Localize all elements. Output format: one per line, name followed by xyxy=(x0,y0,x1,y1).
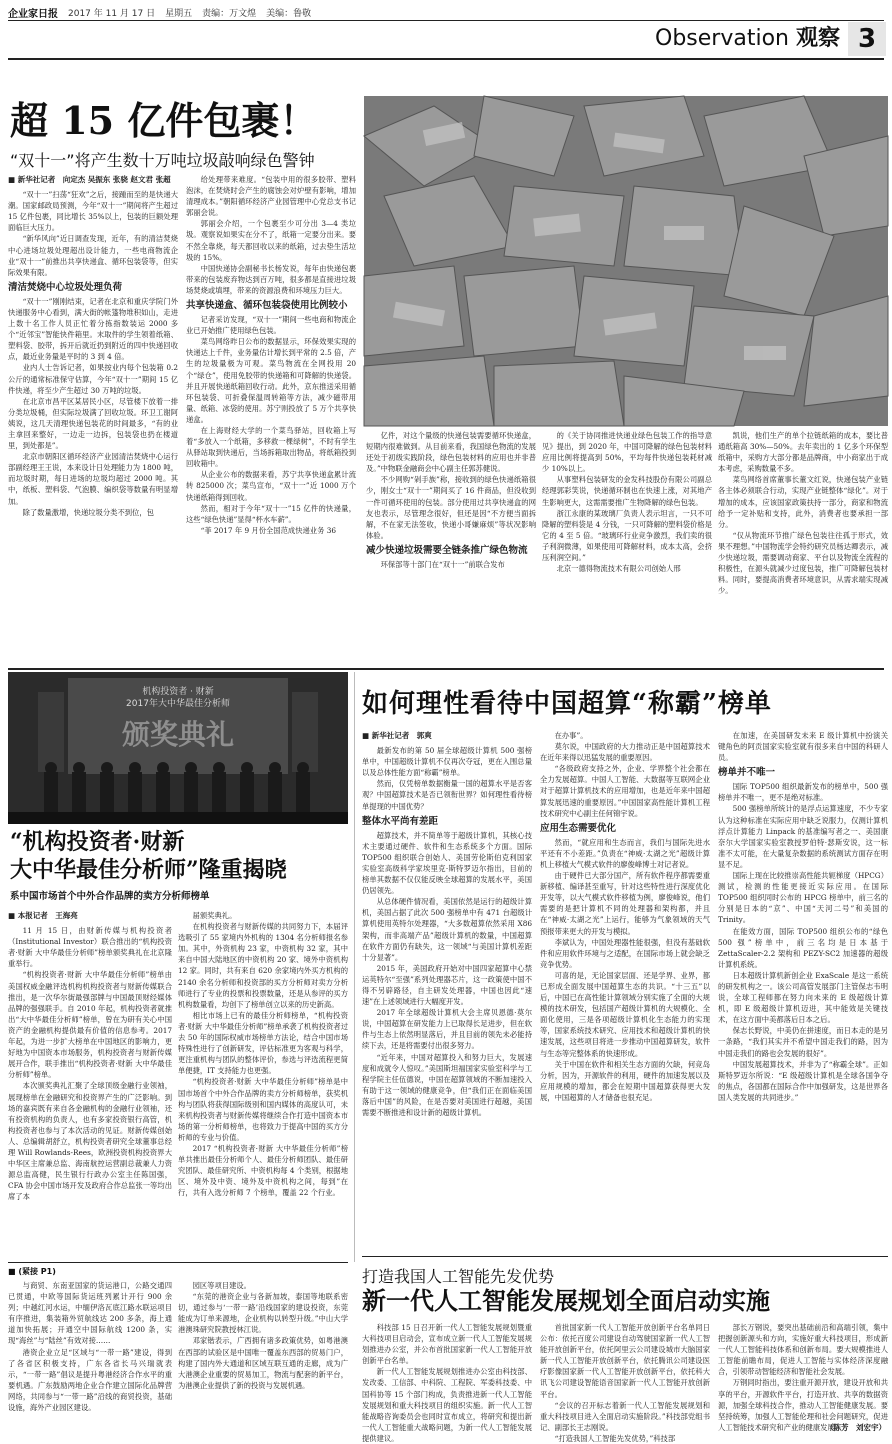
paragraph: 国际 TOP500 组织最新发布的榜单中，500 强榜单并不唯一，更不是绝对标准。 xyxy=(718,782,888,803)
paragraph: 万钢同时指出，要注重开源开放，建设开放和共享的平台，开源软件平台，打造开放、共享的数据资源，加强全球科技合作，推动人工智能健康发展。要坚持统筹，加强人工智能伦理和社会问题研究，促进人工智能技术研究和产业的健康发展。 xyxy=(718,1378,888,1432)
article2-subtitle: 系中国市场首个中外合作品牌的卖方分析师榜单 xyxy=(10,891,210,902)
article3-subhead-2: 应用生态需要优化 xyxy=(540,822,617,834)
article2-column-1 xyxy=(8,910,172,1254)
paragraph: 本次颁奖典礼汇聚了全球顶级金融行业领袖，展现榜单在金融研究和投资界产生的广泛影响。到场的嘉宾既有来自各金融机构的金融行业领袖，还有投资机构的负责人，也有多家投资银行高管，机构投资者也参与了本次活动的见证。财新传媒创始人、总编辑胡舒立，机构投资者研究全球董事总经理 Will Rowlands-Rees，欧洲投资机构投资界大中华区主席兼总监、海南航控运营副总裁兼人力资源总监高健，民生银行行政办公室主任陈国强，CFA 协会中国市场开发及政府合作总监张一等均出席了本 xyxy=(8,1081,172,1202)
designer-credit: 美编：鲁敬 xyxy=(266,8,312,19)
article1-column-5 xyxy=(718,430,888,666)
paragraph: 菜鸟网络首席董事长董文红说，快递包装产业链各主体必须联合行动，实现产业链整体“绿化”。对于增加的成本，应该国家政策扶持一部分，商家和物流给予一定补贴和支持，此外，消费者也要承担一部分。 xyxy=(718,475,888,529)
paragraph: 北京一德得物流技术有限公司创始人邢 xyxy=(556,564,681,574)
paragraph: 记者采访发现，“双十一”期间一些电商和物流企业已开始推广使用绿色包装。 xyxy=(186,315,356,336)
paragraph: 从企业公布的数据来看，苏宁共享快递盒累计流转 825000 次；菜鸟宣布，“双十一”近 1000 万个快递纸箱得到回收。 xyxy=(186,470,356,502)
column-divider xyxy=(354,672,355,1262)
paragraph: 环保部等十部门在“双十一”前联合发布 xyxy=(380,559,505,569)
paragraph: “各级政府支持之外，企业、学界整个社会都在全力发展超算。中国人工智能、大数据等互联网企业对于超算计算机技术的应用增加，也是近年来中国超算发展迅速的重要原因。”中国国家高性能计算机工程技术研究中心副主任何锦宇说。 xyxy=(540,764,710,818)
paragraph: 然而，仅凭榜单数据衡量一国的超算水平是否客观？中国超算技术是否已领衔世界？如何理性看待榜单提现的中国优势？ xyxy=(362,779,532,811)
paragraph: “机构投资者·财新 大中华最佳分析师”榜单由美国权威金融评选机构机构投资者与财新传媒联合推出，是一次华尔街最强部牌与中国最顶财经媒体品牌的强强联手。自 2010 年起，机构投资者就推出“大中华最佳分析师”榜单，曾在为研有关心中国资产的金融机构提供最有价值的信息参考。2017 年起，为进一步扩大榜单在中国地区的影响力，更好地为中国资本市场服务，机构投资者与财新传媒展开合作，联手推出“机构投资者·财新 大中华最佳分析师”榜单。 xyxy=(8,970,172,1080)
article1-subhead-1: 清洁焚烧中心垃圾处理负荷 xyxy=(8,281,123,293)
paragraph: 李斌认为，中国处理器性能很强，但没有基础软件和应用软件环境与之适配，在国际市场上就会缺乏竞争优势。 xyxy=(540,937,710,969)
article2-title-line-1: “机构投资者·财新 xyxy=(10,829,185,855)
article3-subhead-3: 榜单并不唯一 xyxy=(718,767,776,779)
section-rule xyxy=(8,58,884,60)
paragraph: 中国快递协会副秘书长杨发说，每年由快递包裹带来的包装废弃物达到百万吨，很多都是直接进垃圾场焚烧或填埋，带来的资源浪费和环境压力巨大。 xyxy=(186,263,356,295)
paragraph: 北京市朝阳区循环经济产业园清洁焚烧中心运行部副经理王王说，本来设计日处理能力为 1800 吨，而垃圾时期，每日进场的垃圾均超过 2000 吨。其中，纸板、塑料袋、气泡膜、编织袋等数量有明显增加。 xyxy=(8,452,178,506)
paragraph: 郭丽会介绍，一个包裹至少可分出 3—4 类垃圾。观察说如果实在分不了，纸箱一定要分出来。要不然全靠烧，每天都回收以来的纸箱，过去垫生活垃圾的 15%。 xyxy=(186,219,356,262)
continued-column-1 xyxy=(8,1280,172,1432)
paper-name: 企业家日报 xyxy=(8,8,58,20)
paragraph: “仅从物流环节推广绿色包装往往孤于形式，效果不理想。”中国物流学会特约研究员杨达卿表示，减少快递垃圾，需要调动商家、平台以及物流全流程的积极性，在源头就减少过度包装，推广可降解包装材料。同时，要提高消费者环境意识，从需求端实现减少。 xyxy=(718,530,888,596)
paragraph: 给处理带来难度。“包装中用的很多胶带、塑料泡沫，在焚烧时会产生的腐蚀会对炉壁有影响，增加清理成本。”朝阳循环经济产业园管理中心党总支书记郭丽会说。 xyxy=(186,175,356,218)
paragraph: 关于中国在软件和相关生态方面的欠缺，何竞岛分析，因为，开源软件的利用，硬件的加速发展以及应用规模的增加，都会在短期中国超算获得更大发展，中国超算的人才储备也很充足。 xyxy=(540,1059,710,1102)
paragraph: 中国发展超算技术，并非为了“称霸全球”。正如斯特罗迈尔所说：“E 级超级计算机是全球各国争夺的焦点，各国都在国际合作中加强研发，这是世界各国人类发展的共同进步。” xyxy=(718,1059,888,1102)
paragraph: 保志长野说，中美仍在拼速度，而日本走的是另一条路，“我们其实并不希望中国走我们的路，因为中国走我们的路也会发展的很好”。 xyxy=(718,1026,888,1058)
paragraph: “近年来，中国对超算投入和努力巨大，发展速度和成就令人惊叹。”美国斯坦福国家实验室科学与工程学院主任伍德说，中国在超算领域的不断加速投入有助于这一领域的健康竞争，但“我们正在面临美国落后中国”的风险，在是否要对美国进行超越，美国需要不断推进和设计新的超级计算机。 xyxy=(362,1052,532,1117)
masthead xyxy=(8,4,884,20)
photo-text-top: 机构投资者 · 财新 xyxy=(142,687,214,697)
paragraph: 然而，“就应用和生态而言，我们与国际先进水平还有不小差距。”负责在“神威·太湖之光”超级计算机上移植大气模式软件的廖俊峰博士对记者说。 xyxy=(540,837,710,869)
paragraph: 科技部 15 日召开新一代人工智能发展规划暨重大科技项目启动会，宣布成立新一代人工智能发展规划推进办公室，并公布首批国家新一代人工智能开放创新平台名单。 xyxy=(362,1323,532,1366)
article2-column-2 xyxy=(178,910,348,1254)
section-title-cn: 观察 xyxy=(795,26,840,51)
article1-subhead-3: 减少快递垃圾需要全链条推广绿色物流 xyxy=(366,544,528,556)
paragraph: 邓家锴表示，广西拥有诸多政策优势，如粤港澳在西部的试验区是中国唯一覆盖东西部的贸易门户，构建了国内外大通道和区域互联互通的走廊，成为广大港澳企业重要的贸易加工，物流与配套的新平台，为港澳企业提供了新的投资与发展机遇。 xyxy=(178,1336,348,1390)
award-ceremony-photo xyxy=(8,672,348,824)
paragraph: 不少网购“剁手族”称，接收到的绿色快递纸箱很少，刚女士“双十一”期间买了 16 件商品，但没收到一件可循环使用的包装。部分使用过共享快递盒的网友也表示，尽管理念很好，但还是因“不方便当面拆解，不在家无法签收，快递小哥嫌麻烦”等状况影响体验。 xyxy=(366,475,536,540)
paragraph: 可喜的是，无论国家层面、还是学界、业界，都已形成全面发展中国超算生态的共识。“十三五”以后，中国已在高性能计算领域分别实施了全面的大规模的技术研发，包括国产超级计算机的大规模化、全面化使用，三是各项超级计算机化生态能力的实现等，国家系统技术研究、应用技术和超级计算机的快速发展，这些项目将进一步推动中国超算研发，软件与生态等完整体系的快速形成。 xyxy=(540,970,710,1058)
paragraph: 在上海财经大学的一个菜鸟驿站，回收箱上写着“多放入一个纸箱，多移救一棵绿树”，不时有学生从驿站取到快递后，当场拆箱取出物品，将纸箱投到回收箱中。 xyxy=(186,425,356,469)
paragraph: 莫尔说，中国政府的大力推动正是中国超算技术在近年来得以迅猛发展的重要原因。 xyxy=(540,742,710,763)
paragraph: 新一代人工智能发展规划推进办公室由科技部、发改委、工信部、中科院、工程院、军委科技委、中国科协等 15 个部门构成，负责推进新一代人工智能发展规划和重大科技项目的组织实施。新一代人工智能战略咨询委员会也同时宣布成立，将研究和提出新一代人工智能重大战略问题，为新一代人工智能发展提供建议。 xyxy=(362,1367,532,1443)
article1-subtitle: “双十一”将产生数十万吨垃圾敲响绿色警钟 xyxy=(10,151,315,170)
paragraph: “打造我国人工智能先发优势，”科技部 xyxy=(554,1433,676,1443)
paragraph: 在北京市昌平区某居民小区，尽管楼下放着一排分类垃圾桶，但实际垃圾满了回收垃圾。环卫工谢阿姨说，这几天清理快递包装花的时间最多，“有的业主拿回来整好，一边走一边拆，包装袋也扔在楼道里，到处都是”。 xyxy=(8,396,178,451)
article3-column-3 xyxy=(718,730,888,1250)
paragraph: “菲 2017 年 9 月份全国范成快递业务 36 xyxy=(200,525,336,535)
paragraph: 港资企业立足“区域与“一带一路”建设，得到了各省区积极支持，广东各省长马兴瑞就表示，“一带一路”倡议是提升粤港经济合作水平的重要机遇。广东鼓励两地企业合作建立国际化品牌营网络，共同参与“一带一路”沿线的商贸投资，基础设施，海外产业园区建设。 xyxy=(8,1347,172,1413)
article1-title: 超 15 亿件包裹！ xyxy=(10,98,318,143)
paragraph: 的《关于协同推进快递业绿色包装工作的指导意见》提出，到 2020 年，中国可降解的绿色包装材料应用比例将提高到 50%，平均每件快递包装耗材减少 10%以上。 xyxy=(542,431,712,474)
paragraph: 除了数量激增，快递垃圾分类不到位，包 xyxy=(22,507,154,517)
section-title-en: Observation xyxy=(655,26,789,51)
paragraph: 菜鸟网络昨日公布的数据显示，环保效果实现的快递达上千件，业务量估计增长到平常的 2.5 倍，产生的垃圾量极为可观。菜鸟物流在全网投用 20 个“绿仓”，使用免胶带的快递箱和可降解的快递袋。并且开展快递纸箱回收行动。此外，京东推送采用循环包装袋、可折叠保温周转箱等方法，减少磁带用量、纸箱、冰袋的使用。苏宁则投放了 5 万个共享快递盒。 xyxy=(186,337,356,424)
article1-column-2 xyxy=(186,174,356,668)
article1-column-1 xyxy=(8,174,178,668)
article1-column-3 xyxy=(366,430,536,666)
paragraph: 从总体硬件情况看，美国依然是运行的超级计算机，美国占据了此次 500 强榜单中有 471 台超级计算机使用英特尔处理器，“大多数超算依然采用 X86 架构，而非高端产品”超级计算机的数量，中国超算在软件方面仍有缺失，这一领域“与美国计算机差距十分显著”。 xyxy=(362,897,532,962)
continued-column-2 xyxy=(178,1280,348,1432)
article4-title: 新一代人工智能发展规划全面启动实施 xyxy=(362,1286,770,1315)
paragraph: 业内人士告诉记者，如果按业内每个包装箱 0.2 公斤的通常标准保守估算，今年“双十一”期间 15 亿件快递，将至少产生超过 30 万吨的垃圾。 xyxy=(8,363,178,395)
paragraph: 部长万钢说，要突出基础前沿和高端引领，集中把握创新源头和方向，实施好重大科技项目，形成新一代人工智能科技体系和创新布局。要大规模推进人工智能前瞻布局，促进人工智能与实体经济深度融合，引领带动智能经济和智能社会发展。 xyxy=(718,1323,888,1377)
paragraph: 在办事”。 xyxy=(554,731,588,740)
paragraph: 在能效方面，国际 TOP500 组织公布的“绿色 500 强”榜单中，前三名均是日本基于 ZettaScaler-2.2 架构和 PEZY-SC2 加速器的超级计算机系统。 xyxy=(718,926,888,969)
article4-rule xyxy=(362,1256,888,1257)
paragraph: 在机构投资者与财新传媒的共同努力下，本届评选吸引了 55 家境内外机构的 1304 名分析师报名参加。其中，外资机构 23 家，中资机构 32 家，其中来自中国大陆地区的中资机构 20 家、境外中资机构 12 家。同时，共有来自 620 余家境内外买方机构的 2140 余名分析师和投资部的买方分析师对卖方分析师进行了专业的投票和投票数量，还是从参评的买方机构数量看，均创下了榜单创立以来的历史新高。 xyxy=(178,922,348,1009)
editor-credit: 责编：万文煌 xyxy=(202,8,257,19)
article2-title-line-2: 大中华最佳分析师”隆重揭晓 xyxy=(10,857,287,883)
paragraph: “双十一”扫荡“狂欢”之后，接踵而至的是快递大潮。国家邮政局预测，今年“双十一”期间将产生超过 15 亿件包裹，同比增长 35%以上，包装的巨额处理面临巨大压力。 xyxy=(8,190,178,233)
paragraph: 国际上现在比较推崇高性能共轭梯度（HPCG）测试，检测的性能更接近实际应用。在国际 TOP500 组织同时公布的 HPCG 榜单中，前三名的分别是日本的“京”、中国“天河二号”和美国的 Trinity。 xyxy=(718,871,888,925)
paragraph: 与商贸、东南亚国家的货运港口，公路交通四已贯通，中欧等国际货运班列累计开行 900 余列；中越红河水运，中缅伊洛瓦底江路水联运项目有序推进，集装箱外贸航线达 200 多条，海上通道加快拓展；开通空中国际航线 1200 条，实现“海丝”与“陆丝”有效对接…… xyxy=(8,1281,172,1346)
paragraph: “机构投资者·财新 大中华最佳分析师”榜单是中国市场首个中外合作品牌的卖方分析师榜单，获奖机构与团队将获得国际级别和国内媒体的高度认可，未来机构投资者与财新传媒将继续合作打造中国资本市场的第一分析师榜单，也将致力于提高中国的买方分析师的专业与价值。 xyxy=(178,1077,348,1142)
section-divider xyxy=(8,668,884,670)
article4-credit: （陈芳 刘宏宇） xyxy=(826,1423,886,1432)
page-number: 3 xyxy=(848,22,886,56)
paragraph: 浙江永康的某玻璃厂负责人表示坦言，一只不可降解的塑料袋是 4 分钱，一只可降解的塑料袋价格是它的 4 至 5 倍。“玻璃环行业竞争激烈，我们卖的很子利润微薄，如果使用可降解材料，成本太高，会挤压利润空间。” xyxy=(542,508,712,563)
article1-subhead-2: 共享快递盒、循环包装袋使用比例较小 xyxy=(186,300,348,312)
photo-text-mid: 2017年大中华最佳分析师 xyxy=(126,699,230,709)
paragraph: “双十一”刚刚结束，记者在北京和重庆学院门外快递服务中心看到，满大街的帐篷物堆积如山，走进上数十名工作人员正忙着分拣指数装运 2000 多个“近邻宝”智能快件箱里。末取件的学生领着纸箱、塑料袋、胶带，拆开后就近扔到附近的四中快递回收点，最近业务量是平时的 3 到 4 倍。 xyxy=(8,296,178,362)
article4-column-1 xyxy=(362,1322,532,1443)
article4-column-2 xyxy=(540,1322,710,1443)
parcel-pile-photo xyxy=(364,96,888,426)
award-ceremony-image xyxy=(8,672,348,824)
paragraph: 首批国家新一代人工智能开放创新平台名单同日公布：依托百度公司建设自动驾驶国家新一代人工智能开放创新平台，依托阿里云公司建设城市大脑国家新一代人工智能开放创新平台，依托腾讯公司建设医疗影像国家新一代人工智能开放创新平台，依托科大讯飞公司建设智能语音国家新一代人工智能开放创新平台。 xyxy=(540,1323,710,1399)
article3-column-2 xyxy=(540,730,710,1250)
paragraph: 2015 年，美国政府开始对中国四家超算中心禁运英特尔“至强”系列处理器芯片，这一政策使中国不得不另辟路径，自主研发处理器，中国也因此“速速”在上述领域进行大幅度开发。 xyxy=(362,963,532,1007)
paragraph: 从事塑料包装研发的金发科技股份有限公司副总经理郭彩笑说，快递循环制也在快速上涨，对其地产生影响更大，这需需要推广生物降解的绿色包装。 xyxy=(542,475,712,507)
article3-byline: ■ 新华社记者 郭爽 xyxy=(362,731,432,740)
paragraph: 然而，相对于今年“双十一”15 亿件的快递量，这些“绿色快递”显得“杯水车薪”。 xyxy=(186,503,356,524)
paragraph: 2017 年全球超级计算机大会主席贝恩德·莫尔说，中国超算在研发能力上已取得长足进步，但在软件与生态上依然明显落后，并且目前的领先未必能持续下去，还是将需要付出很多努力。 xyxy=(362,1008,532,1051)
paragraph: 亿件，对这个量级的快递包装需要循环快递盒，短期内很难做到。从目前来看，我国绿色物流的发展还处于初级实践阶段，绿色包装材料的应用也并非普及。”中物联金融商会中心副主任郭苏健说。 xyxy=(366,431,536,474)
article2-byline: ■ 本报记者 王海亮 xyxy=(8,911,78,920)
paragraph: 由于硬件已大部分国产，所有软件程序都需要重新移植、编译甚至重写，针对这些特性进行深度优化开发等，以大气模式软件移植为例，廖俊峰说，他们需要的是把计算机不同的处理器和架构都，并且在“神威·太湖之光”上运行，能够为气象领域的天气预报带来更大的开发与模拟。 xyxy=(540,871,710,936)
paragraph: 超算技术，并不简单等于超级计算机，其核心技术主要通过硬件、软件和生态系统多个方面。国际 TOP500 组织联合创始人、美国劳伦斯伯克利国家实验室高级科学家埃里克·斯特罗迈尔指出，目前的榜单其数据不仅仅能反映全球超算的发展水平，美国仍居领先。 xyxy=(362,830,532,896)
paragraph: 园区等项目建设。 xyxy=(192,1281,251,1290)
paragraph: “东莞的港资企业与各新加坡，泰国等地联系密切，通过参与‘一带一路’沿线国家的建设投资，东莞能成为订单来源地，企业机构以转型升级。”中山大学港澳珠研究院教授林江说。 xyxy=(178,1292,348,1335)
article1-byline: ■ 新华社记者 向定杰 吴振东 张骁 赵文君 张超 xyxy=(8,175,171,184)
continued-rule xyxy=(8,1262,348,1263)
article4-kicker: 打造我国人工智能先发优势 xyxy=(362,1267,555,1286)
weekday: 星期五 xyxy=(165,8,193,19)
continued-label: ■ (紧接 P1) xyxy=(8,1267,56,1276)
issue-date: 2017 年 11 月 17 日 xyxy=(68,8,156,19)
paragraph: 凯说，他们生产的单个拉链纸箱的成本，要比普通纸箱高 30%—50%。去年卖出的 1 亿多个环保型纸箱中，采购方大部分都是品牌商，中小商家出于成本考虑，采购数量不多。 xyxy=(718,431,888,474)
section-title xyxy=(590,24,840,54)
article2-title xyxy=(10,828,350,884)
paragraph: 日本超级计算机新创企业 ExaScale 是这一系统的研发机构之一。该公司高管发展部门主管保志韦明说，全球工程师都在努力向未来的 E 级超级计算机，即 E 级超级计算机迈进，其中能效是关键技术，在这方面中美都落后日本之后。 xyxy=(718,970,888,1025)
paragraph: 2017 “机构投资者·财新 大中华最佳分析师”榜单共推出最佳分析师个人、最佳分析师团队、最佳研究团队、最佳研究所、中资机构每 4 个类别，根据地区、境外及中资、境外及中资机构之间，每到”在行，共有入选分析师 7 个榜单，覆盖 22 个行业。 xyxy=(178,1143,348,1198)
paragraph: 在加速，在美国研发未来 E 级计算机中扮演关键角色的阿贡国家实验室就有很多来自中国的科研人员。 xyxy=(718,731,888,763)
paragraph: 500 强榜单所统计的是浮点运算速度，不少专家认为这种标准在实际应用中缺乏说服力，仅测计算机浮点计算能力 Linpack 的基准编写者之一、美国康奈尔大学国家实验室教授罗伯特·瑟斯安说，这一标准不太可能，在大量复杂数据的系统测试方面存在明显不足。 xyxy=(718,804,888,869)
paragraph: “会议的召开标志着新一代人工智能发展规划和重大科技项目进入全面启动实施阶段。”科技部党组书记、副部长王志刚说。 xyxy=(540,1400,710,1432)
paragraph: 相比市场上已有的最佳分析师榜单，“机构投资者·财新 大中华最佳分析师”榜单承袭了机构投资者过去 50 年的国际权威市场榜单方法论，结合中国市场特殊性进行了创新研发，评估标准更为客观与科学，更注重机构与团队的整体评价，参选与评选流程更简单便捷，IT 支持能力也更强。 xyxy=(178,1010,348,1076)
paragraph: 届颁奖典礼。 xyxy=(192,911,237,920)
paragraph: “新华风向”近日调查发现，近年，有的清洁焚烧中心进场垃圾处理超出设计能力，一些电商物流企业“双十一”前推出共享快递盒、循环包装袋等，但实际效果有限。 xyxy=(8,234,178,277)
paragraph: 11 月 15 日，由财新传媒与机构投资者（Institutional Investor）联合推出的“机构投资者·财新 大中华最佳分析师”榜单颁奖典礼在北京隆重举行。 xyxy=(8,926,172,969)
article3-column-1 xyxy=(362,730,532,1250)
article3-title: 如何理性看待中国超算“称霸”榜单 xyxy=(362,689,772,719)
paragraph: 最新发布的第 50 届全球超级计算机 500 强榜单中，中国超级计算机不仅再次夺冠，更在入围总量以及总体性能方面“称霸”榜单。 xyxy=(362,746,532,778)
header-rule xyxy=(8,20,884,21)
article3-subhead-1: 整体水平尚有差距 xyxy=(362,815,439,827)
parcel-pile-image xyxy=(364,96,888,426)
article1-column-4 xyxy=(542,430,712,666)
photo-text-big: 颁奖典礼 xyxy=(121,718,235,751)
